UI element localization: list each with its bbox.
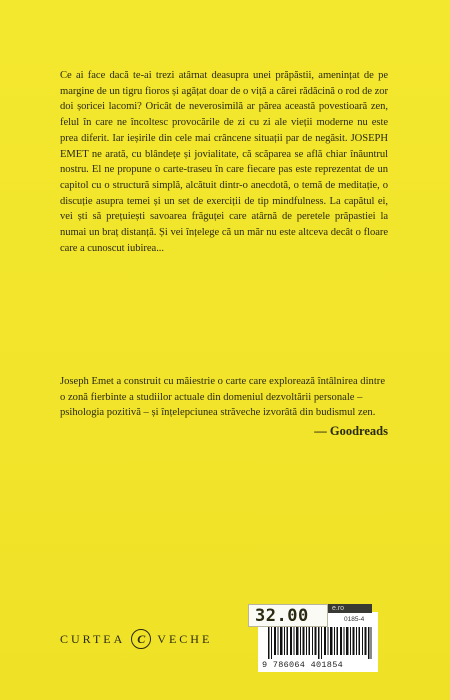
blurb-text: Ce ai face dacă te-ai trezi atârnat deasupra unei prăpăstii, amenințat de pe margine de un tigru fioros și agățat doar de o viță a cărei rădăcină o rod de zor doi șoricei lacomi? Oricât de neverosimilă ar părea această povestioară zen, felul în care ne încoltesc provocările de zi cu zi ale vieții moderne nu este prea diferit. Iar ieșirile din cele mai crâncene situații par de negăsit. JOSEPH EMET ne arată, cu blândețe și jovialitate, că scăparea se află chiar înăuntrul nostru. El ne propune o carte-traseu în care fiecare pas este reprezentat de un capitol cu o structură simplă, alcătuit dintr-o anecdotă, o temă de meditație, o discuție asupra temei și un set de exerciții de tip mindfulness. La capătul ei, vei ști să prețuiești savoarea frăguței care atârnă de peretele prăpastiei la numai un braț distanță. Și vei înțelege că un măr nu este altceva decât o floare care a cunoscut iubirea...	[60, 70, 388, 254]
publisher-name-right: VECHE	[157, 631, 213, 646]
barcode-icon	[268, 627, 372, 659]
quote-attribution: — Goodreads	[314, 424, 388, 438]
publisher-mark-icon: C	[131, 629, 151, 649]
review-quote	[60, 374, 388, 421]
sticker-strip: e.ro	[328, 604, 372, 613]
blurb-paragraph	[60, 68, 388, 256]
isbn-digits: 9 786064 401854	[262, 660, 344, 670]
isbn-fragment: 0185-4	[344, 616, 365, 623]
price-sticker: 32.00	[248, 604, 328, 627]
publisher-name-left: CURTEA	[60, 631, 126, 646]
publisher-logo	[60, 628, 212, 650]
quote-text: Joseph Emet a construit cu măiestrie o carte care explorează întâlnirea dintre o zonă fierbinte a studiilor actuale din domeniul dezvoltării personale – psihologia pozitivă – și înțelepciunea străveche izvorâtă din budismul zen.	[60, 376, 386, 419]
